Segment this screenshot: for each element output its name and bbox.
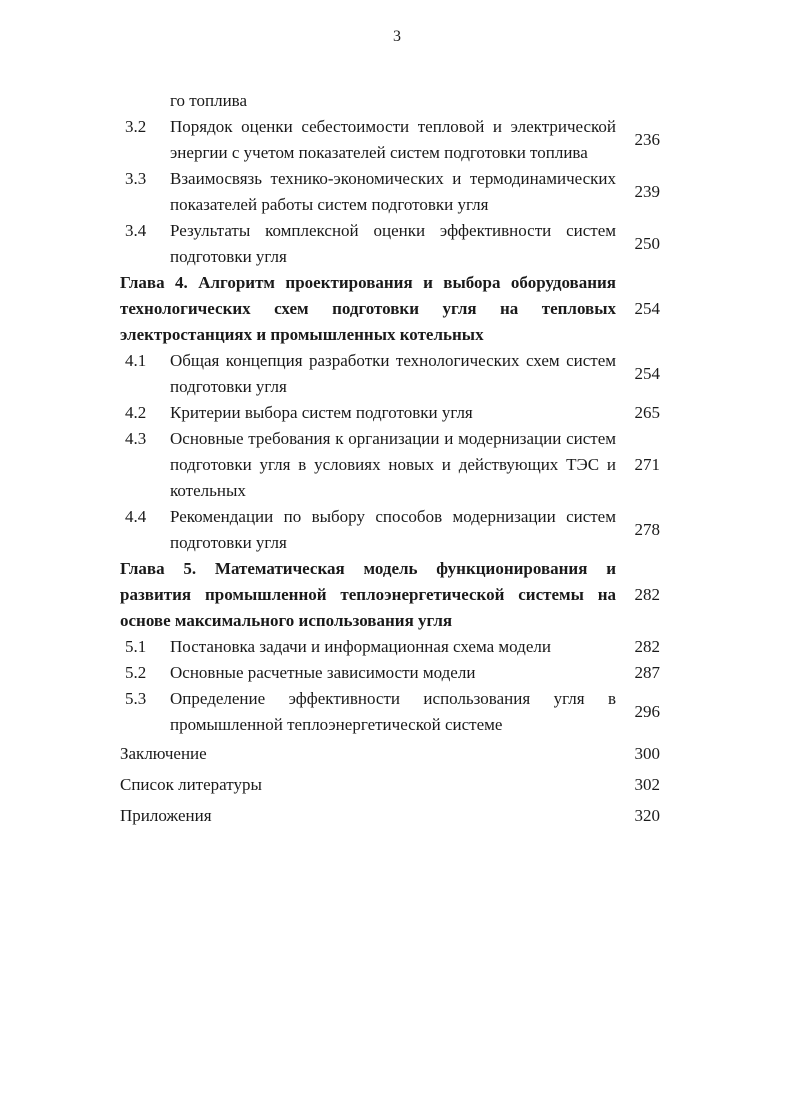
toc-entry-number: 4.4 — [125, 507, 147, 526]
toc-entry-number: 4.1 — [125, 351, 147, 370]
toc-entry-page: 254 — [634, 299, 660, 318]
toc-entry-text: Основные требования к организации и модернизации систем подготовки угля в условиях новых и действующих ТЭС и котельных — [170, 429, 616, 500]
toc-entry-4-4[interactable] — [120, 504, 660, 556]
toc-entry-page: 300 — [634, 744, 660, 763]
toc-conclusion[interactable] — [120, 738, 660, 769]
page-number: 3 — [393, 28, 401, 45]
toc-entry-3-3[interactable] — [120, 166, 660, 218]
toc-entry-page: 236 — [634, 130, 660, 149]
toc-entry-text: Порядок оценки себестоимости тепловой и электрической энергии с учетом показателей систем подготовки топлива — [170, 117, 616, 162]
toc-entry-text: Определение эффективности использования угля в промышленной теплоэнергетической системе — [170, 689, 616, 734]
toc-entry-page: 271 — [634, 455, 660, 474]
toc-entry-5-1[interactable] — [120, 634, 660, 660]
toc-entry-page: 239 — [634, 182, 660, 201]
toc-entry-number: 4.2 — [125, 403, 147, 422]
toc-entry-page: 254 — [634, 364, 660, 383]
toc-entry-number: 4.3 — [125, 429, 147, 448]
toc-entry-4-3[interactable] — [120, 426, 660, 504]
toc-references[interactable] — [120, 769, 660, 800]
toc-entry-number: 5.1 — [125, 637, 147, 656]
toc-chapter-title: Глава 4. Алгоритм проектирования и выбора оборудования технологических схем подготовки угля на тепловых электростанциях и промышленных котельных — [120, 273, 616, 344]
toc-entry-3-4[interactable] — [120, 218, 660, 270]
toc-entry-text: Заключение — [120, 744, 207, 763]
toc-entry-page: 282 — [634, 637, 660, 656]
toc-chapter-title: Глава 5. Математическая модель функционирования и развития промышленной теплоэнергетической системы на основе максимального использования угля — [120, 559, 616, 630]
toc-entry-4-1[interactable] — [120, 348, 660, 400]
toc-entry-page: 265 — [634, 403, 660, 422]
toc-entry-page: 278 — [634, 520, 660, 539]
toc-entry-4-2[interactable] — [120, 400, 660, 426]
toc-entry-number: 5.2 — [125, 663, 147, 682]
toc-entry-page: 287 — [634, 663, 660, 682]
toc-entry-text: Рекомендации по выбору способов модернизации систем подготовки угля — [170, 507, 616, 552]
toc-entry-number: 3.2 — [125, 117, 147, 136]
toc-entry-5-3[interactable] — [120, 686, 660, 738]
toc-entry-page: 250 — [634, 234, 660, 253]
toc-entry-page: 296 — [634, 702, 660, 721]
toc-entry-text: Основные расчетные зависимости модели — [170, 663, 476, 682]
toc-entry-text: Результаты комплексной оценки эффективности систем подготовки угля — [170, 221, 616, 266]
toc-entry-page: 320 — [634, 806, 660, 825]
toc-entry-3-2[interactable] — [120, 114, 660, 166]
toc-entry-page: 282 — [634, 585, 660, 604]
toc-entry-number: 3.3 — [125, 169, 147, 188]
toc-entry-text: Приложения — [120, 806, 212, 825]
toc-entry-continuation — [120, 88, 660, 114]
toc-chapter-5[interactable] — [120, 556, 660, 634]
toc-entry-text: Критерии выбора систем подготовки угля — [170, 403, 473, 422]
toc-entry-text: Взаимосвязь технико-экономических и термодинамических показателей работы систем подготовки угля — [170, 169, 616, 214]
toc-entry-number: 5.3 — [125, 689, 147, 708]
table-of-contents — [120, 88, 660, 831]
toc-appendices[interactable] — [120, 800, 660, 831]
toc-entry-text: Постановка задачи и информационная схема модели — [170, 637, 551, 656]
toc-entry-text: го топлива — [170, 91, 248, 110]
toc-chapter-4[interactable] — [120, 270, 660, 348]
toc-entry-page: 302 — [634, 775, 660, 794]
toc-entry-number: 3.4 — [125, 221, 147, 240]
toc-entry-5-2[interactable] — [120, 660, 660, 686]
toc-entry-text: Общая концепция разработки технологических схем систем подготовки угля — [170, 351, 616, 396]
toc-entry-text: Список литературы — [120, 775, 262, 794]
